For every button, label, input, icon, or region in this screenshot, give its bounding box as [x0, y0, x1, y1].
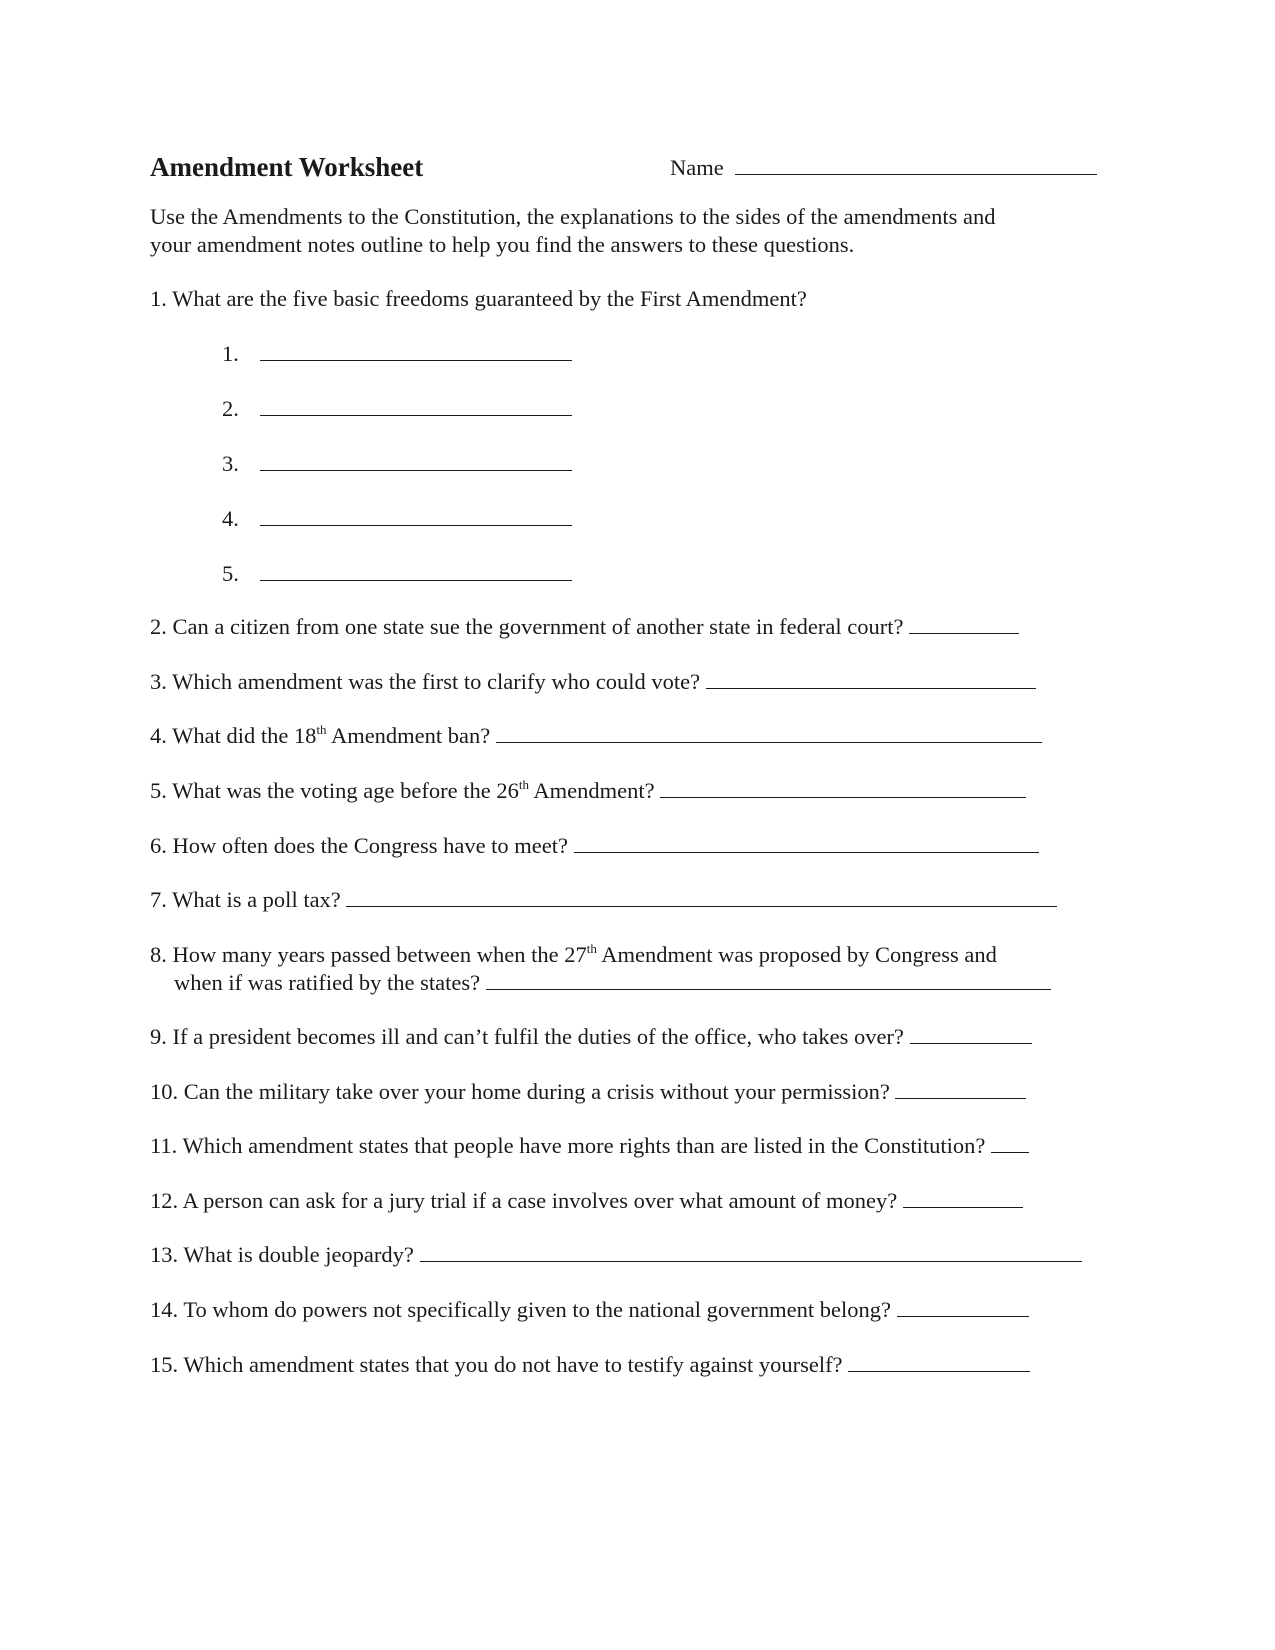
question-14-text: 14. To whom do powers not specifically given to the national government belong? — [150, 1297, 891, 1322]
question-11-text: 11. Which amendment states that people have more rights than are listed in the Constitution? — [150, 1133, 986, 1158]
question-8 — [150, 941, 997, 969]
question-8-line-2 — [174, 969, 1051, 997]
question-2-text: 2. Can a citizen from one state sue the government of another state in federal court? — [150, 614, 904, 639]
question-7-text: 7. What is a poll tax? — [150, 887, 341, 912]
instructions-line-1: Use the Amendments to the Constitution, the explanations to the sides of the amendments and — [150, 204, 996, 229]
question-4-text-pre: 4. What did the 18 — [150, 723, 317, 748]
q1-answer-row-1 — [222, 340, 572, 368]
q2-answer-blank[interactable] — [909, 613, 1019, 634]
worksheet-title: Amendment Worksheet — [150, 152, 424, 182]
q1-item-number: 2. — [222, 396, 239, 421]
q7-answer-blank[interactable] — [346, 886, 1057, 907]
q1-answer-row-4 — [222, 505, 572, 533]
q14-answer-blank[interactable] — [897, 1296, 1029, 1317]
q1-answer-blank[interactable] — [260, 340, 572, 361]
q1-answer-blank[interactable] — [260, 450, 572, 471]
q8-answer-blank[interactable] — [486, 969, 1051, 990]
q1-answer-blank[interactable] — [260, 560, 572, 581]
q10-answer-blank[interactable] — [895, 1078, 1026, 1099]
q1-item-number: 3. — [222, 451, 239, 476]
question-2 — [150, 613, 1019, 641]
question-10-text: 10. Can the military take over your home during a crisis without your permission? — [150, 1079, 890, 1104]
question-3 — [150, 668, 1036, 696]
q5-answer-blank[interactable] — [660, 777, 1026, 798]
q13-answer-blank[interactable] — [420, 1241, 1082, 1262]
q1-item-number: 1. — [222, 341, 239, 366]
name-blank[interactable] — [735, 154, 1097, 175]
question-9-text: 9. If a president becomes ill and can’t fulfil the duties of the office, who takes over? — [150, 1024, 904, 1049]
question-8-text-post: Amendment was proposed by Congress and — [596, 942, 997, 967]
question-15 — [150, 1351, 1030, 1379]
q1-answer-row-5 — [222, 560, 572, 588]
name-label: Name — [670, 155, 724, 180]
question-13 — [150, 1241, 1082, 1269]
q4-answer-blank[interactable] — [496, 722, 1042, 743]
q1-item-number: 4. — [222, 506, 239, 531]
question-4-text-post: Amendment ban? — [326, 723, 491, 748]
q3-answer-blank[interactable] — [706, 668, 1036, 689]
question-12-text: 12. A person can ask for a jury trial if a case involves over what amount of money? — [150, 1188, 898, 1213]
ordinal-suffix: th — [518, 777, 529, 792]
question-6 — [150, 832, 1039, 860]
question-3-text: 3. Which amendment was the first to clarify who could vote? — [150, 669, 701, 694]
question-5 — [150, 777, 1026, 805]
question-4 — [150, 722, 1042, 750]
q9-answer-blank[interactable] — [910, 1023, 1032, 1044]
question-11 — [150, 1132, 1029, 1160]
q1-item-number: 5. — [222, 561, 239, 586]
question-15-text: 15. Which amendment states that you do not have to testify against yourself? — [150, 1352, 843, 1377]
q12-answer-blank[interactable] — [903, 1187, 1023, 1208]
question-1: 1. What are the five basic freedoms guaranteed by the First Amendment? — [150, 286, 807, 311]
q11-answer-blank[interactable] — [991, 1132, 1029, 1153]
ordinal-suffix: th — [586, 941, 597, 956]
q1-answer-blank[interactable] — [260, 505, 572, 526]
q6-answer-blank[interactable] — [574, 832, 1039, 853]
question-5-text-pre: 5. What was the voting age before the 26 — [150, 778, 519, 803]
question-9 — [150, 1023, 1032, 1051]
name-field — [670, 153, 1097, 183]
q1-answer-blank[interactable] — [260, 395, 572, 416]
question-13-text: 13. What is double jeopardy? — [150, 1242, 414, 1267]
question-8-text-pre: 8. How many years passed between when the 27 — [150, 942, 587, 967]
question-14 — [150, 1296, 1029, 1324]
question-12 — [150, 1187, 1023, 1215]
question-5-text-post: Amendment? — [528, 778, 655, 803]
q1-answer-row-3 — [222, 450, 572, 478]
q1-answer-row-2 — [222, 395, 572, 423]
question-10 — [150, 1078, 1026, 1106]
q15-answer-blank[interactable] — [848, 1351, 1030, 1372]
question-6-text: 6. How often does the Congress have to meet? — [150, 833, 569, 858]
instructions-line-2: your amendment notes outline to help you find the answers to these questions. — [150, 232, 855, 257]
question-8-text-line-2: when if was ratified by the states? — [174, 970, 481, 995]
question-7 — [150, 886, 1057, 914]
ordinal-suffix: th — [316, 722, 327, 737]
